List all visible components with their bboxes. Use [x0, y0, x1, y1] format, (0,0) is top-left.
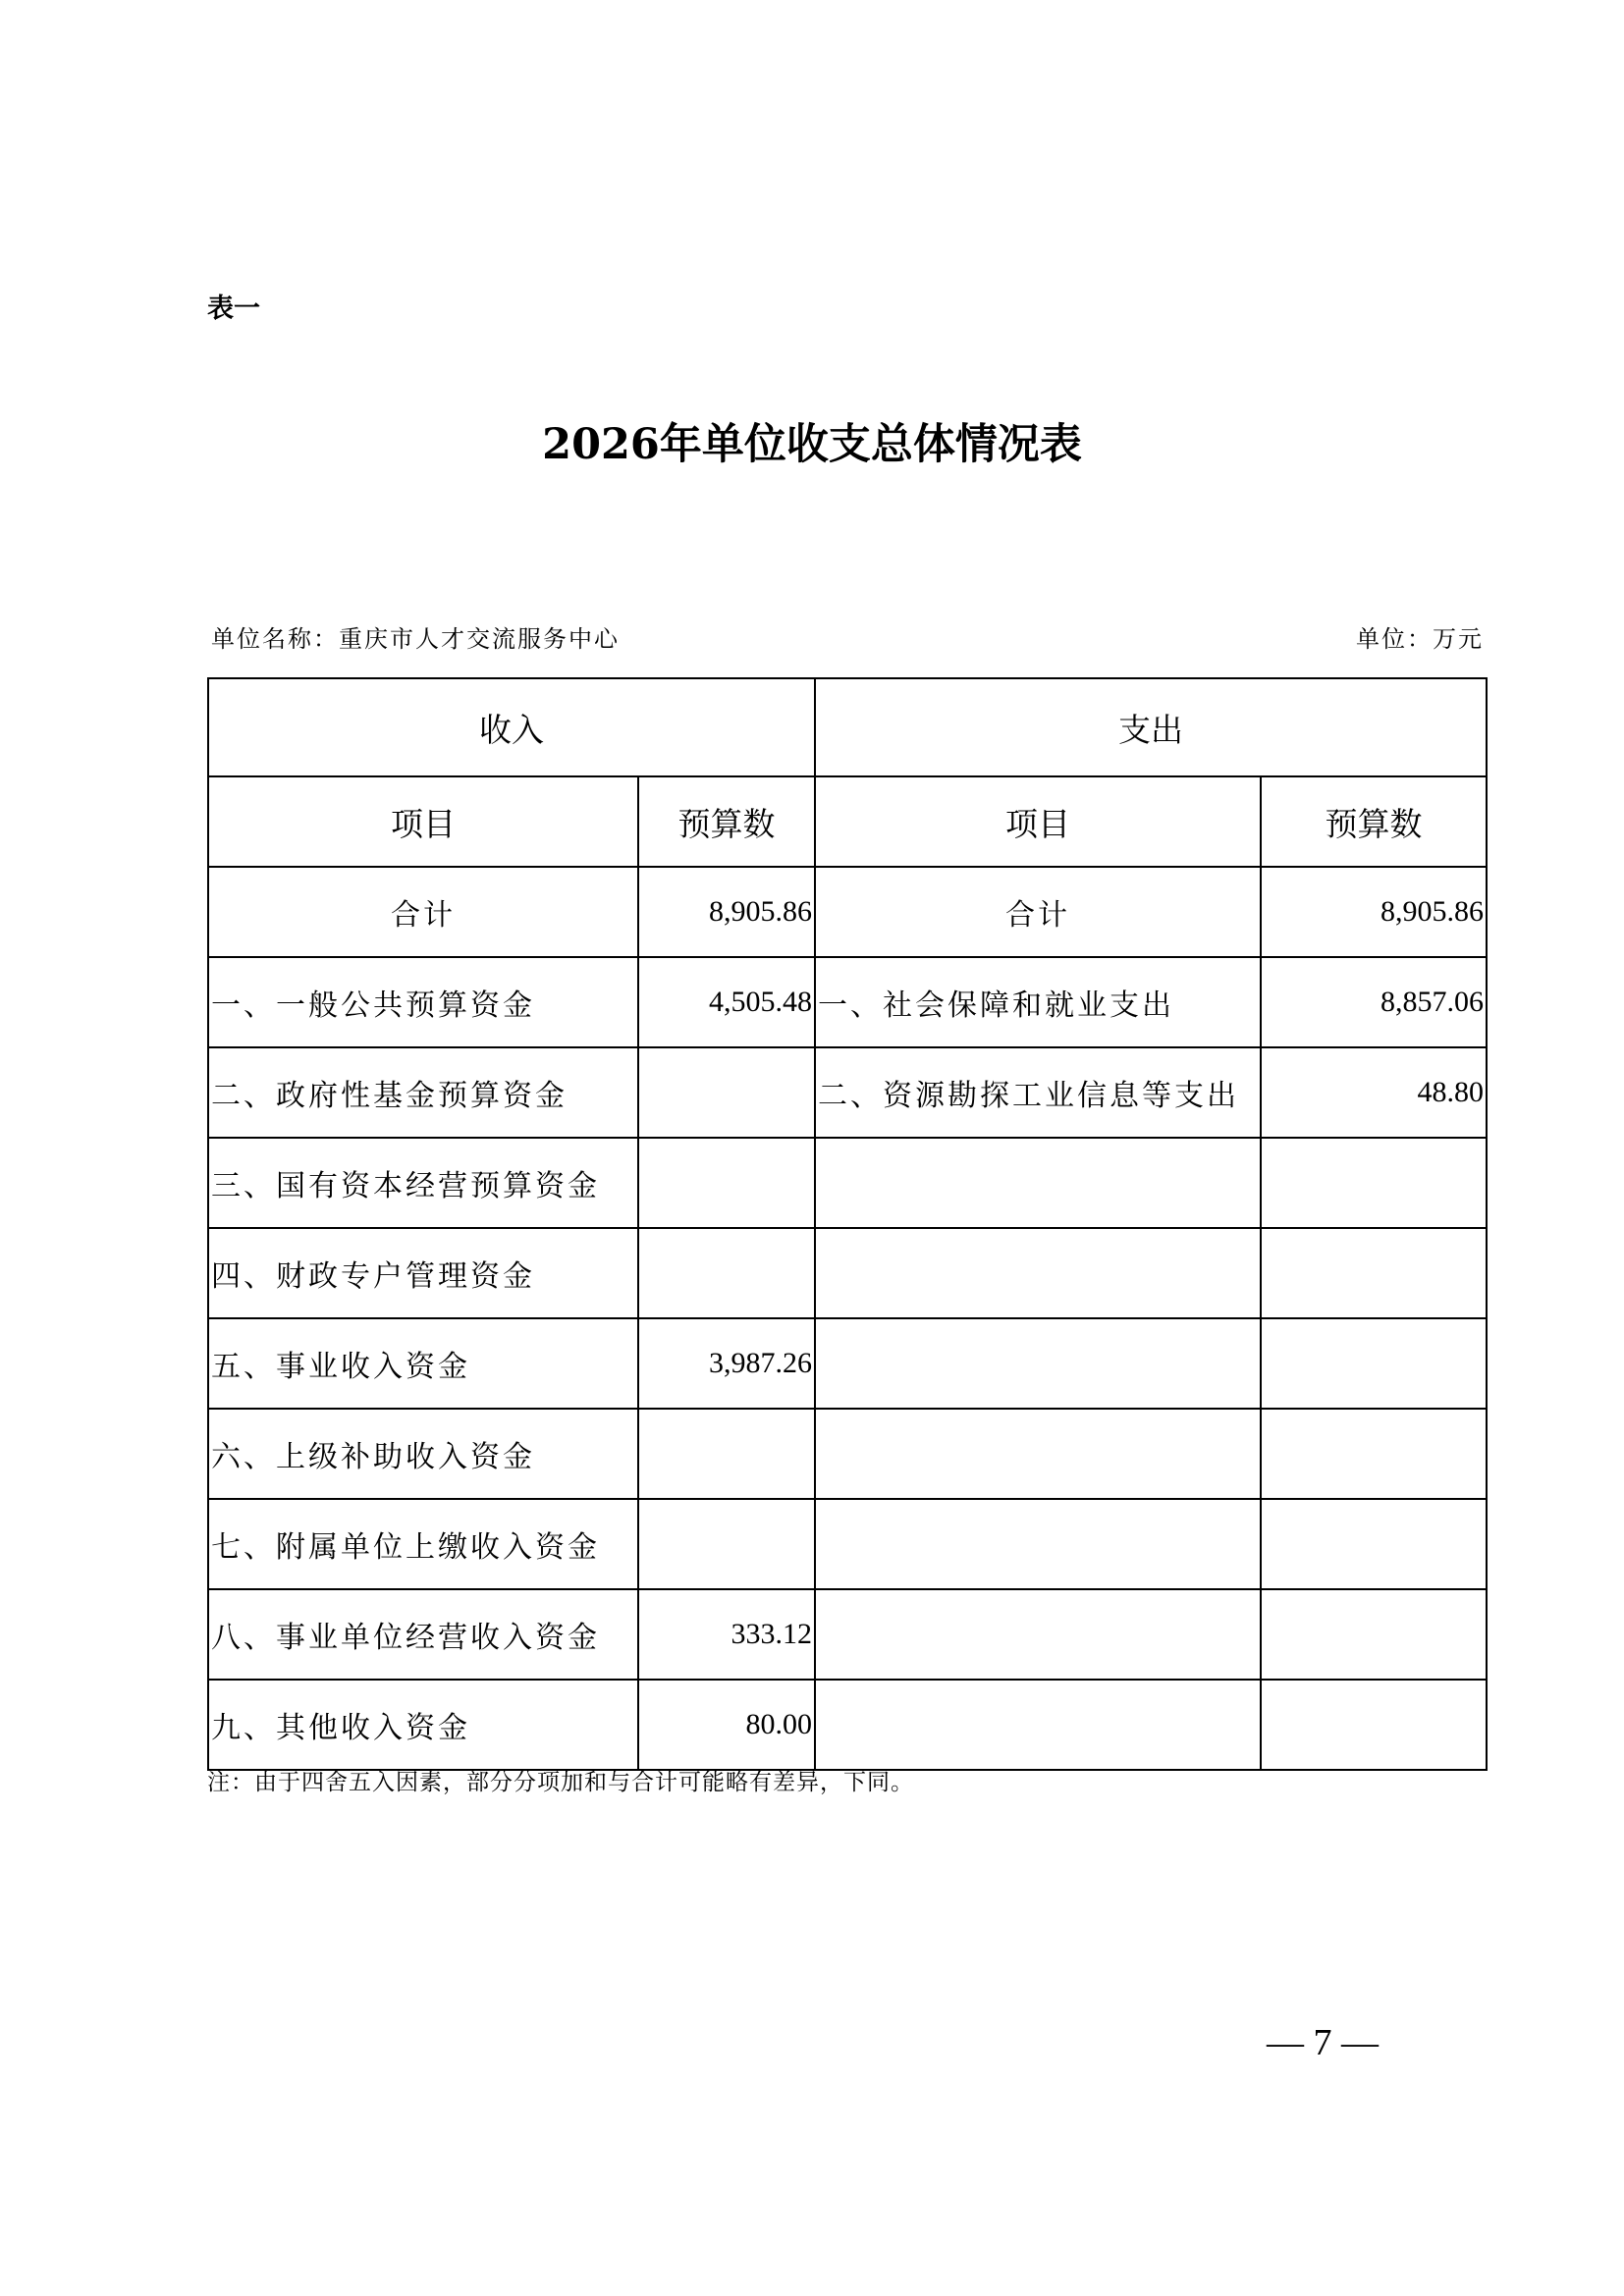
- income-item: 九、其他收入资金: [208, 1680, 638, 1770]
- expense-item-header: 项目: [815, 776, 1261, 867]
- income-item: 七、附属单位上缴收入资金: [208, 1499, 638, 1589]
- income-item-header: 项目: [208, 776, 638, 867]
- income-amount: [638, 1409, 815, 1499]
- expense-item: [815, 1589, 1261, 1680]
- income-amount: [638, 1138, 815, 1228]
- budget-table: [207, 677, 1488, 1771]
- table-row: [208, 1499, 1487, 1589]
- income-amount: 3,987.26: [638, 1318, 815, 1409]
- income-item: 一、一般公共预算资金: [208, 957, 638, 1047]
- expense-amount: [1261, 1409, 1487, 1499]
- expense-item: [815, 1138, 1261, 1228]
- expense-group-header: 支出: [815, 678, 1487, 776]
- expense-item: [815, 1499, 1261, 1589]
- expense-amount-header: 预算数: [1261, 776, 1487, 867]
- table-row: [208, 1318, 1487, 1409]
- income-item: 八、事业单位经营收入资金: [208, 1589, 638, 1680]
- table-row: [208, 1409, 1487, 1499]
- expense-item: [815, 1228, 1261, 1318]
- income-amount: [638, 1228, 815, 1318]
- table-row: [208, 1228, 1487, 1318]
- income-amount: 4,505.48: [638, 957, 815, 1047]
- income-item: 六、上级补助收入资金: [208, 1409, 638, 1499]
- expense-item: [815, 1409, 1261, 1499]
- expense-item: 二、资源勘探工业信息等支出: [815, 1047, 1261, 1138]
- expense-amount: 8,857.06: [1261, 957, 1487, 1047]
- expense-item: 一、社会保障和就业支出: [815, 957, 1261, 1047]
- expense-total-label: 合计: [815, 867, 1261, 957]
- expense-amount: 48.80: [1261, 1047, 1487, 1138]
- expense-amount: [1261, 1589, 1487, 1680]
- income-item: 二、政府性基金预算资金: [208, 1047, 638, 1138]
- income-group-header: 收入: [208, 678, 815, 776]
- total-row: [208, 867, 1487, 957]
- table-label: 表一: [207, 294, 260, 324]
- income-total-label: 合计: [208, 867, 638, 957]
- income-amount-header: 预算数: [638, 776, 815, 867]
- page-number: — 7 —: [1267, 2022, 1379, 2063]
- expense-amount: [1261, 1228, 1487, 1318]
- expense-amount: [1261, 1499, 1487, 1589]
- income-item: 五、事业收入资金: [208, 1318, 638, 1409]
- expense-total-amount: 8,905.86: [1261, 867, 1487, 957]
- income-item: 三、国有资本经营预算资金: [208, 1138, 638, 1228]
- unit-name: 单位名称：重庆市人才交流服务中心: [211, 625, 620, 653]
- expense-amount: [1261, 1138, 1487, 1228]
- expense-amount: [1261, 1318, 1487, 1409]
- income-amount: [638, 1499, 815, 1589]
- table-row: [208, 957, 1487, 1047]
- group-header-row: [208, 678, 1487, 776]
- income-amount: 80.00: [638, 1680, 815, 1770]
- income-amount: 333.12: [638, 1589, 815, 1680]
- income-amount: [638, 1047, 815, 1138]
- table-row: [208, 1047, 1487, 1138]
- expense-item: [815, 1680, 1261, 1770]
- income-item: 四、财政专户管理资金: [208, 1228, 638, 1318]
- table-row: [208, 1138, 1487, 1228]
- table-row: [208, 1589, 1487, 1680]
- expense-item: [815, 1318, 1261, 1409]
- table-row: [208, 1680, 1487, 1770]
- unit-measure: 单位：万元: [1356, 625, 1484, 653]
- expense-amount: [1261, 1680, 1487, 1770]
- page-title: 2026年单位收支总体情况表: [542, 420, 1082, 469]
- footnote: 注：由于四舍五入因素，部分分项加和与合计可能略有差异，下同。: [207, 1770, 914, 1795]
- column-header-row: [208, 776, 1487, 867]
- income-total-amount: 8,905.86: [638, 867, 815, 957]
